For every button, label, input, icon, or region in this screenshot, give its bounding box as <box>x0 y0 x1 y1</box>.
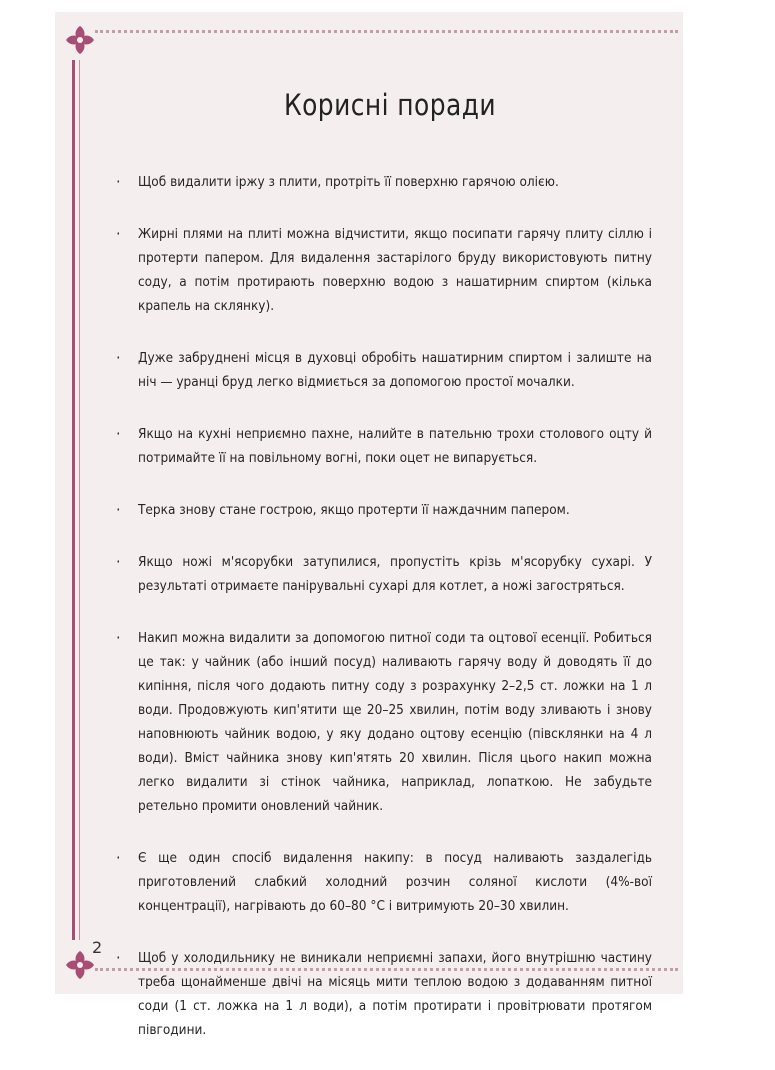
frame-top-border <box>95 30 678 33</box>
frame-left-inner-border <box>79 60 80 940</box>
page-number: 2 <box>92 938 103 957</box>
tip-item: · Якщо на кухні неприємно пахне, налийте в пательню трохи столового оцту й потримайте її на повільному вогні, поки оцет не випарується. <box>112 422 652 470</box>
floral-ornament-icon <box>60 20 100 60</box>
tip-item: · Щоб видалити іржу з плити, протріть її поверхню гарячою олією. <box>112 170 652 194</box>
tip-item: · Щоб у холодильнику не виникали неприємні запахи, його внутрішню частину треба щонайменше двічі на місяць мити теплою водою з додаванням питної соди (1 ст. ложка на 1 л води), а потім протирати і провітрювати протягом півгодини. <box>112 946 652 1042</box>
page-title: Корисні поради <box>283 88 497 122</box>
tip-item: · Накип можна видалити за допомогою питної соди та оцтової есенції. Робиться це так: у чайник (або інший посуд) наливають гарячу воду й доводять її до кипіння, після чого додають питну соду з розрахунку 2–2,5 ст. ложки на 1 л води. Продовжують кип'ятити ще 20–25 хвилин, потім воду зливають і знову наповнюють чайник водою, у яку додано оцтову есенцію (півсклянки на 4 л води). Вміст чайника знову кип'ятять 20 хвилин. Після цього накип можна легко видалити зі стінок чайника, наприклад, лопаткою. Не забудьте ретельно промити оновлений чайник. <box>112 626 652 818</box>
tip-item: · Жирні плями на плиті можна відчистити, якщо посипати гарячу плиту сіллю і протерти папером. Для видалення застарілого бруду використовують питну соду, а потім протирають поверхню водою з нашатирним спиртом (кілька крапель на склянку). <box>112 222 652 318</box>
tips-list <box>112 170 652 1070</box>
tip-item: · Дуже забруднені місця в духовці обробіть нашатирним спиртом і залиште на ніч — уранці бруд легко відмиється за допомогою простої мочалки. <box>112 346 652 394</box>
frame-left-border <box>72 60 75 940</box>
tip-item: · Якщо ножі м'ясорубки затупилися, пропустіть крізь м'ясорубку сухарі. У результаті отримаєте панірувальні сухарі для котлет, а ножі загостряться. <box>112 550 652 598</box>
tip-item: · Є ще один спосіб видалення накипу: в посуд наливають заздалегідь приготовлений слабкий холодний розчин соляної кислоти (4%-вої концентрації), нагрівають до 60–80 °С і витримують 20–30 хвилин. <box>112 846 652 918</box>
tip-item: · Терка знову стане гострою, якщо протерти її наждачним папером. <box>112 498 652 522</box>
